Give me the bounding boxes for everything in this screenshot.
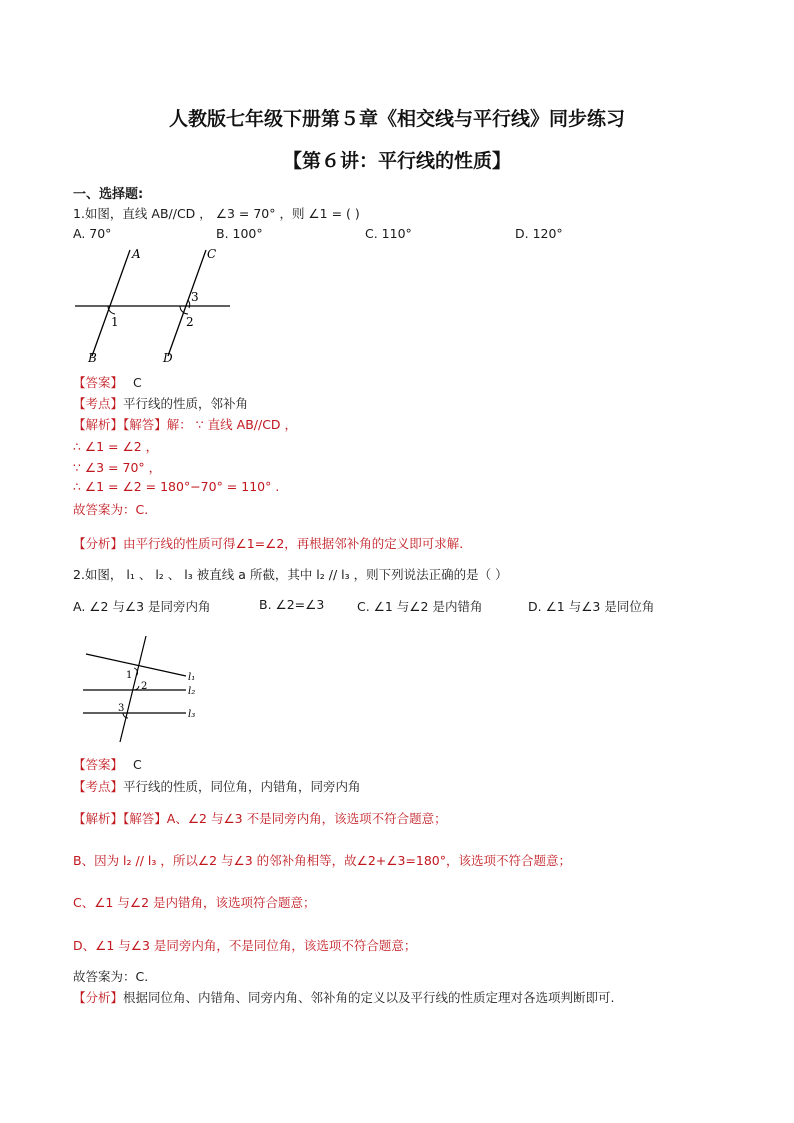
q2-conclusion: 故答案为：C.	[73, 969, 149, 984]
q1-label-d: D	[163, 351, 173, 365]
q1-answer-value: C	[133, 375, 142, 390]
q1-jiexi-tag: 【解析】【解答】	[73, 417, 167, 432]
page-title: 人教版七年级下册第５章《相交线与平行线》同步练习	[168, 108, 625, 130]
q2-option-b: B. ∠2=∠3	[259, 597, 325, 612]
q2-answer-value: C	[133, 757, 142, 772]
q2-label-l2: l₂	[188, 686, 196, 697]
q2-kaodian	[73, 777, 361, 795]
q1-jiexi-first: 解： ∵ 直线 AB//CD ，	[166, 417, 298, 432]
q1-kaodian-text: 平行线的性质，邻补角	[123, 396, 249, 411]
q2-line-d-text: D、∠1 与∠3 是同旁内角，不是同位角，该选项不符合题意；	[73, 938, 417, 953]
q2-kaodian-tag: 【考点】	[73, 779, 124, 794]
q2-kaodian-text: 平行线的性质，同位角，内错角，同旁内角	[123, 779, 361, 794]
q2-fenxi	[73, 988, 615, 1006]
q1-line-ab	[92, 250, 130, 356]
q2-option-d: D. ∠1 与∠3 是同位角	[528, 599, 655, 614]
q1-label-a: A	[132, 247, 141, 261]
q2-option-a: A. ∠2 与∠3 是同旁内角	[73, 599, 211, 614]
q1-option-c: C. 110°	[365, 226, 412, 241]
q2-answer-tag: 【答案】	[73, 757, 124, 772]
q1-conclusion: 故答案为：C.	[73, 502, 149, 517]
q2-option-c: C. ∠1 与∠2 是内错角	[357, 599, 483, 614]
q1-answer-tag: 【答案】	[73, 375, 124, 390]
q1-fenxi-tag: 【分析】	[73, 536, 124, 551]
q1-stem: 1.如图，直线 AB//CD ， ∠3 = 70° ，则 ∠1 = ( )	[73, 206, 360, 221]
q2-line-c-text: C、∠1 与∠2 是内错角，该选项符合题意；	[73, 895, 316, 910]
q2-label-l1: l₁	[188, 672, 196, 683]
q2-angle1-arc	[134, 668, 138, 675]
q2-line-b-text: B、因为 l₂ // l₃ ，所以∠2 与∠3 的邻补角相等，故∠2+∠3=180°，该选项不符合题意；	[73, 853, 571, 868]
q1-label-b: B	[88, 351, 97, 365]
q1-label-3: 3	[191, 290, 199, 304]
q2-fenxi-text: 根据同位角、内错角、同旁内角、邻补角的定义以及平行线的性质定理对各选项判断即可.	[123, 990, 615, 1005]
q1-fenxi	[73, 534, 463, 552]
q1-step-2: ∵ ∠3 = 70° ，	[73, 460, 162, 475]
q2-line-a-text: A、∠2 与∠3 不是同旁内角，该选项不符合题意；	[166, 811, 447, 826]
q2-label-l3: l₃	[188, 709, 196, 720]
q1-option-a: A. 70°	[73, 226, 112, 241]
q2-stem: 2.如图， l₁ 、 l₂ 、 l₃ 被直线 a 所截，其中 l₂ // l₃ ，则下列说法正确的是（ ）	[73, 567, 508, 582]
q2-jiexi	[73, 809, 447, 827]
q2-line-l1	[86, 654, 186, 676]
q1-figure	[70, 244, 240, 366]
q1-step-3: ∴ ∠1 = ∠2 = 180°−70° = 110° .	[73, 479, 280, 494]
q2-answer	[73, 755, 142, 773]
q1-option-d: D. 120°	[515, 226, 563, 241]
q1-option-b: B. 100°	[216, 226, 263, 241]
q1-answer	[73, 373, 142, 391]
q1-fenxi-text: 由平行线的性质可得∠1=∠2，再根据邻补角的定义即可求解.	[123, 536, 464, 551]
q1-label-c: C	[207, 247, 217, 261]
q2-label-1: 1	[126, 670, 133, 681]
q1-step-1: ∴ ∠1 = ∠2 ，	[73, 439, 159, 454]
q2-fenxi-tag: 【分析】	[73, 990, 124, 1005]
q1-angle3-arc	[188, 300, 190, 308]
q2-figure	[78, 632, 203, 747]
q1-label-1: 1	[111, 315, 119, 329]
page-subtitle: 【第６讲：平行线的性质】	[282, 150, 511, 172]
section-heading: 一、选择题:	[73, 187, 144, 202]
q2-label-3: 3	[118, 703, 125, 714]
q1-jiexi	[73, 415, 297, 433]
q1-kaodian-tag: 【考点】	[73, 396, 124, 411]
q1-label-2: 2	[186, 315, 194, 329]
q2-label-2: 2	[141, 681, 148, 692]
q1-kaodian	[73, 394, 248, 412]
q2-jiexi-tag: 【解析】【解答】	[73, 811, 167, 826]
q1-line-cd	[168, 250, 206, 356]
